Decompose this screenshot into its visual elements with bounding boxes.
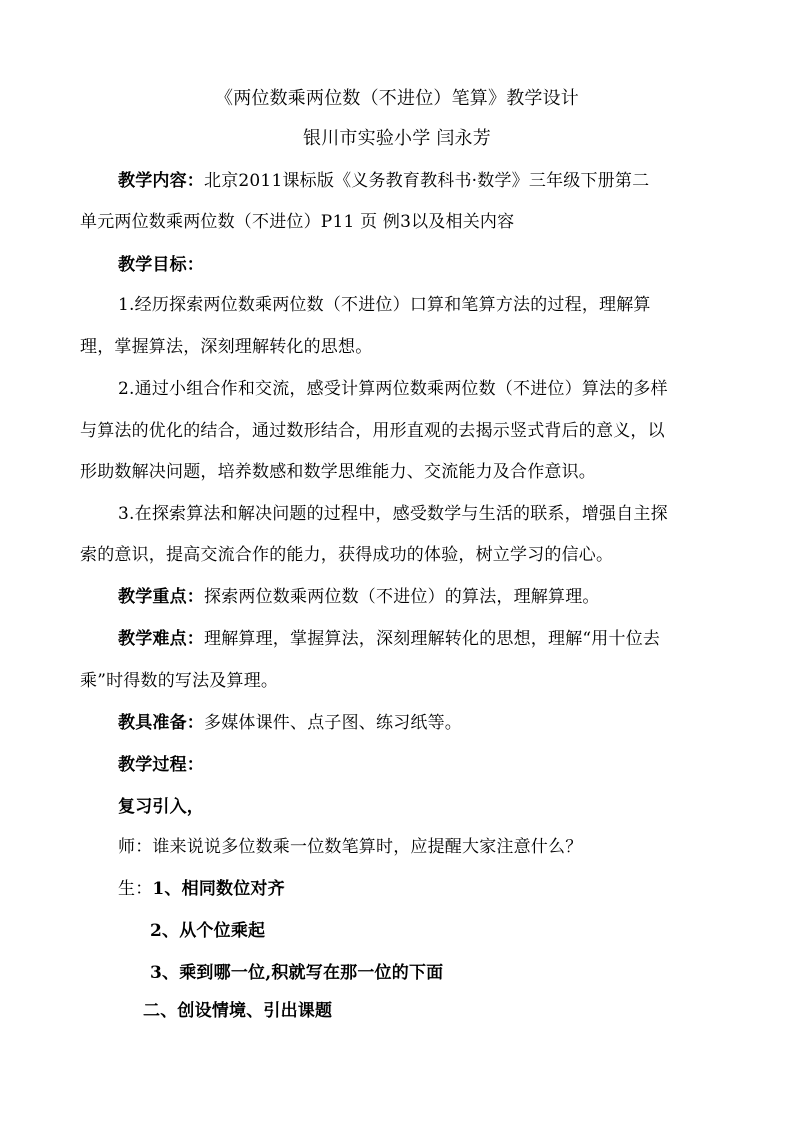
student-answer-3: 3、乘到哪一位,积就写在那一位的下面 — [150, 963, 444, 983]
teaching-content-line1 — [118, 170, 649, 192]
key-point-text: 探索两位数乘两位数（不进位）的算法，理解算理。 — [204, 587, 600, 607]
key-point-label: 教学重点： — [118, 587, 204, 607]
document-title: 《两位数乘两位数（不进位）笔算》教学设计 — [215, 88, 579, 109]
difficulty-line2: 乘”时得数的写法及算理。 — [80, 671, 279, 691]
tools-line — [118, 712, 462, 734]
objective-1-line1: 1.经历探索两位数乘两位数（不进位）口算和笔算方法的过程，理解算 — [118, 295, 651, 315]
document-author: 银川市实验小学 闫永芳 — [303, 128, 491, 149]
review-heading: 复习引入， — [118, 797, 204, 817]
teacher-question: 师：谁来说说多位数乘一位数笔算时，应提醒大家注意什么？ — [118, 837, 583, 857]
objective-3-line2: 索的意识，提高交流合作的能力，获得成功的体验，树立学习的信心。 — [80, 545, 614, 565]
teaching-content-text: 北京2011课标版《义务教育教科书·数学》三年级下册第二 — [204, 171, 650, 191]
answer-1-text: 1、相同数位对齐 — [152, 879, 285, 899]
tools-text: 多媒体课件、点子图、练习纸等。 — [204, 713, 462, 733]
difficulty-text: 理解算理，掌握算法，深刻理解转化的思想，理解“用十位去 — [204, 629, 661, 649]
student-label: 生： — [118, 879, 153, 899]
objective-2-line3: 形助数解决问题，培养数感和数学思维能力、交流能力及合作意识。 — [80, 462, 596, 482]
objective-3-line1: 3.在探索算法和解决问题的过程中，感受数学与生活的联系，增强自主探 — [118, 504, 668, 524]
tools-label: 教具准备： — [118, 713, 204, 733]
objective-1-line2: 理，掌握算法，深刻理解转化的思想。 — [80, 337, 373, 357]
objective-2-line2: 与算法的优化的结合，通过数形结合，用形直观的去揭示竖式背后的意义，以 — [80, 421, 665, 441]
difficulty-line1 — [118, 628, 660, 650]
key-point-line — [118, 586, 600, 608]
objectives-label: 教学目标： — [118, 255, 204, 275]
teaching-content-label: 教学内容： — [118, 171, 204, 191]
student-answer-2: 2、从个位乘起 — [150, 921, 266, 941]
objective-2-line1: 2.通过小组合作和交流，感受计算两位数乘两位数（不进位）算法的多样 — [118, 379, 668, 399]
process-label: 教学过程： — [118, 755, 204, 775]
difficulty-label: 教学难点： — [118, 629, 204, 649]
teaching-content-line2: 单元两位数乘两位数（不进位）P11 页 例3以及相关内容 — [80, 212, 515, 232]
section-2-heading: 二、创设情境、引出课题 — [143, 1001, 333, 1021]
student-answer-1 — [118, 878, 285, 900]
